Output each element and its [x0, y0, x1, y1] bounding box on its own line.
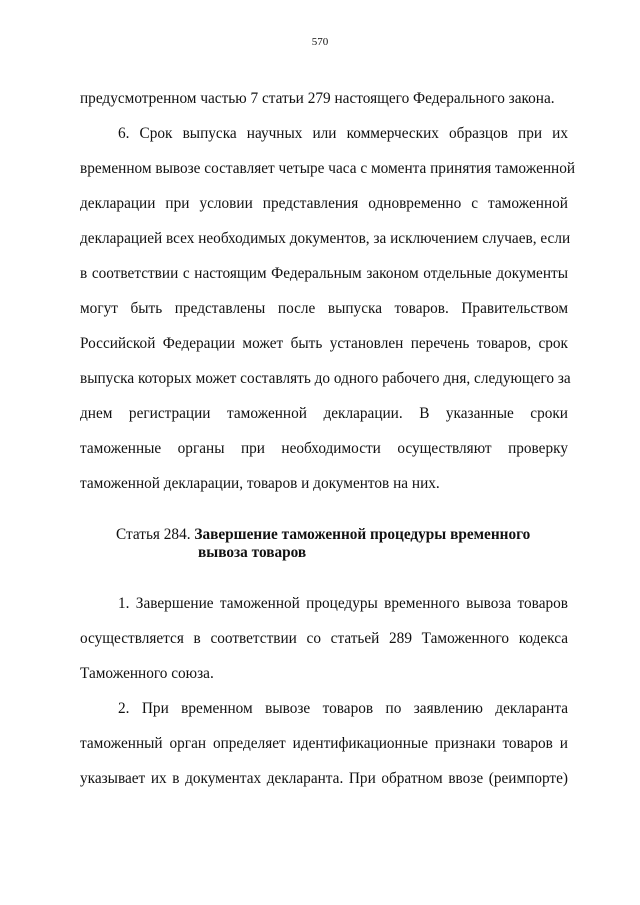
paragraph-start-line: 6. Срок выпуска научных или коммерческих образцов при их — [118, 125, 568, 142]
article-number: Статья 284. — [116, 526, 195, 543]
text-line: предусмотренном частью 7 статьи 279 настоящего Федерального закона. — [80, 90, 555, 107]
text-line: осуществляется в соответствии со статьей 289 Таможенного кодекса — [80, 630, 568, 647]
text-line: Российской Федерации может быть установлен перечень товаров, срок — [80, 335, 568, 352]
text-line: могут быть представлены после выпуска товаров. Правительством — [80, 300, 568, 317]
text-line: выпуска которых может составлять до одного рабочего дня, следующего за — [80, 370, 571, 387]
paragraph-start-line: 1. Завершение таможенной процедуры временного вывоза товаров — [118, 595, 568, 612]
text-line: декларации при условии представления одновременно с таможенной — [80, 195, 568, 212]
text-line: таможенные органы при необходимости осуществляют проверку — [80, 440, 568, 457]
text-line: декларацией всех необходимых документов, за исключением случаев, если — [80, 230, 571, 247]
text-line: днем регистрации таможенной декларации. В указанные сроки — [80, 405, 568, 422]
text-line: таможенной декларации, товаров и документов на них. — [80, 475, 440, 492]
article-title-continuation: вывоза товаров — [198, 544, 307, 561]
page-number: 570 — [311, 36, 329, 48]
article-heading — [116, 526, 556, 544]
text-line: Таможенного союза. — [80, 665, 214, 682]
article-title: Завершение таможенной процедуры временного — [194, 526, 531, 543]
text-line: временном вывозе составляет четыре часа с момента принятия таможенной — [80, 160, 576, 177]
paragraph-start-line: 2. При временном вывозе товаров по заявлению декларанта — [118, 700, 568, 717]
text-line: указывает их в документах декларанта. При обратном ввозе (реимпорте) — [80, 770, 568, 787]
text-line: в соответствии с настоящим Федеральным законом отдельные документы — [80, 265, 568, 282]
text-line: таможенный орган определяет идентификационные признаки товаров и — [80, 735, 568, 752]
